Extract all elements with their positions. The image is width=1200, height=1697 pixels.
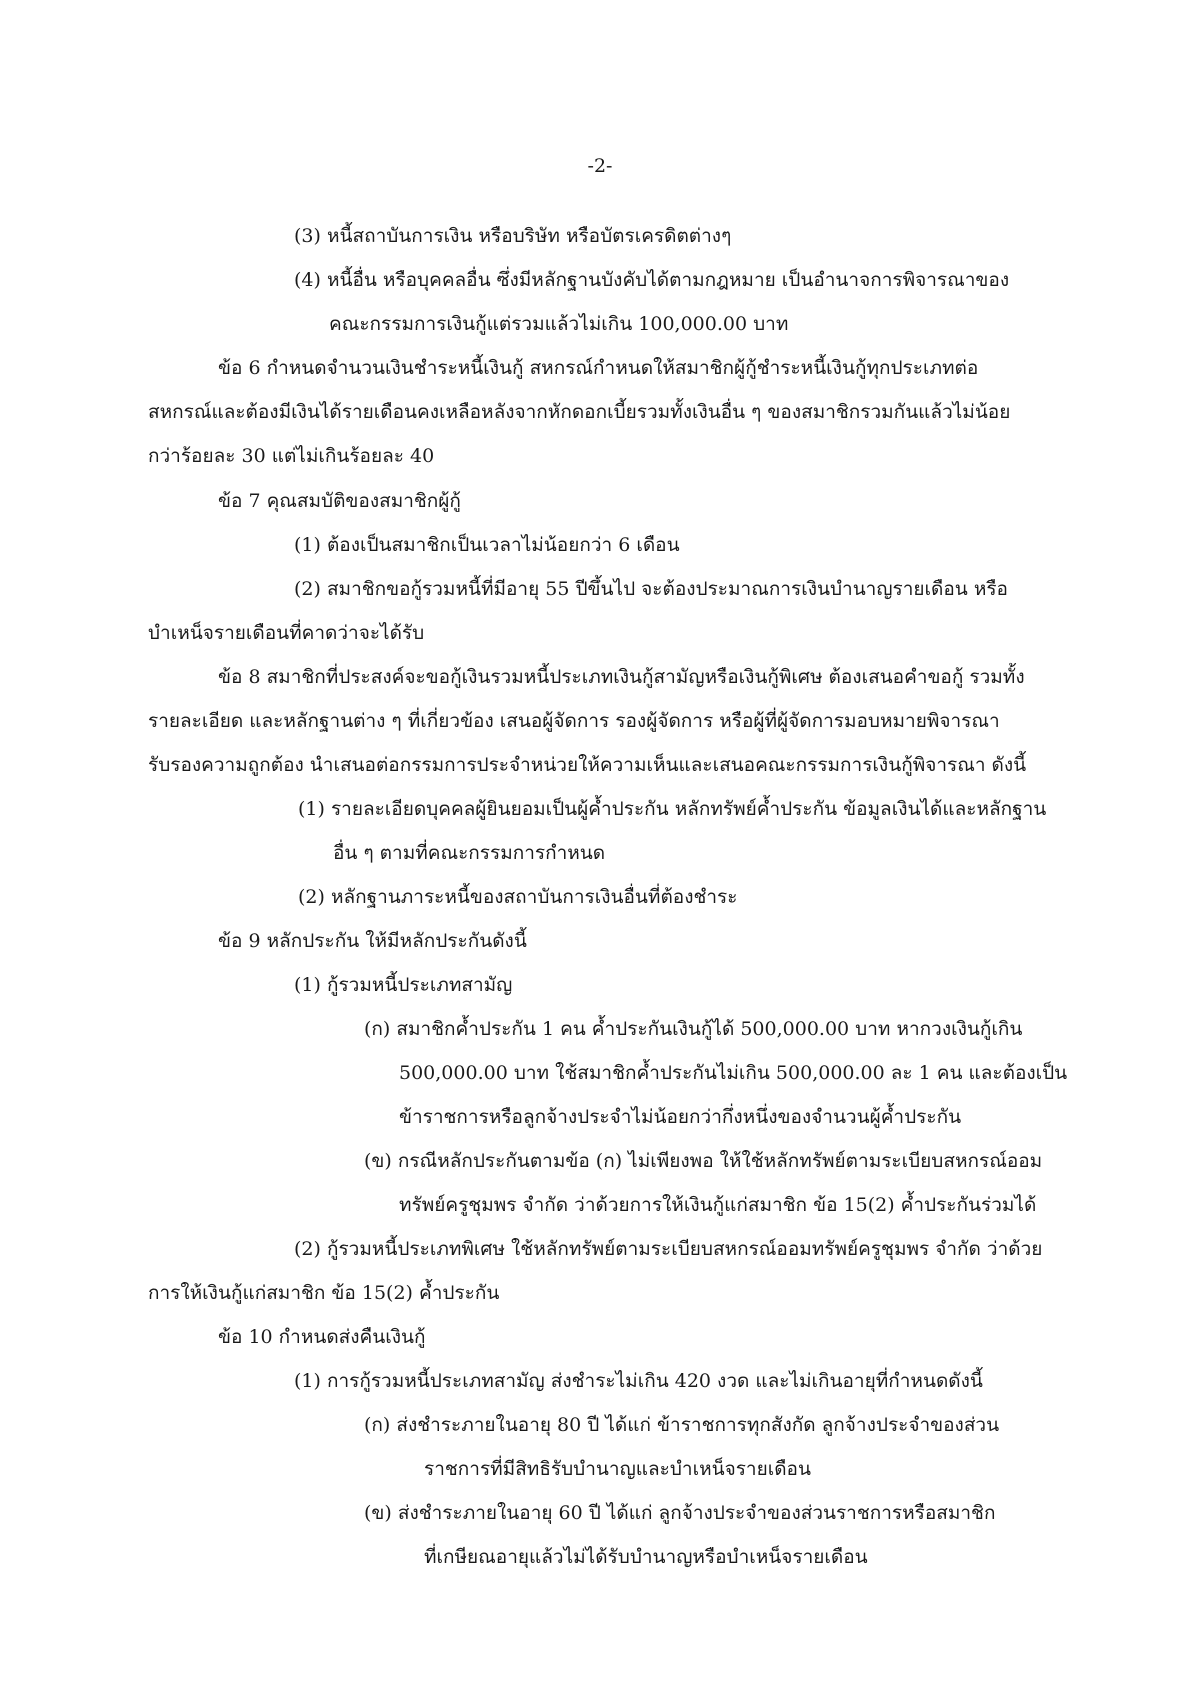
clause-10-heading: ข้อ 10 กำหนดส่งคืนเงินกู้ [218, 1326, 426, 1348]
clause-10-item-1-b: (ข) ส่งชำระภายในอายุ 60 ปี ได้แก่ ลูกจ้างประจำของส่วนราชการหรือสมาชิก [364, 1502, 996, 1524]
clause-9-item-1-a: (ก) สมาชิกค้ำประกัน 1 คน ค้ำประกันเงินกู้ได้ 500,000.00 บาท หากวงเงินกู้เกิน [364, 1018, 1023, 1040]
clause-6-text-3: กว่าร้อยละ 30 แต่ไม่เกินร้อยละ 40 [148, 445, 435, 467]
clause-7-heading: ข้อ 7 คุณสมบัติของสมาชิกผู้กู้ [218, 490, 461, 512]
clause-9-heading: ข้อ 9 หลักประกัน ให้มีหลักประกันดังนี้ [218, 930, 527, 952]
clause-10-item-1: (1) การกู้รวมหนี้ประเภทสามัญ ส่งชำระไม่เกิน 420 งวด และไม่เกินอายุที่กำหนดดังนี้ [294, 1370, 983, 1392]
item-4-other-debt: (4) หนี้อื่น หรือบุคคลอื่น ซึ่งมีหลักฐานบังคับได้ตามกฎหมาย เป็นอำนาจการพิจารณาของ [294, 269, 1010, 291]
clause-8-text-3: รับรองความถูกต้อง นำเสนอต่อกรรมการประจำหน่วยให้ความเห็นและเสนอคณะกรรมการเงินกู้พิจารณา ดังนี้ [148, 754, 1027, 776]
clause-7-item-1: (1) ต้องเป็นสมาชิกเป็นเวลาไม่น้อยกว่า 6 เดือน [294, 534, 680, 556]
clause-7-item-2-cont: บำเหน็จรายเดือนที่คาดว่าจะได้รับ [148, 622, 425, 644]
clause-8-item-2: (2) หลักฐานภาระหนี้ของสถาบันการเงินอื่นที่ต้องชำระ [298, 886, 738, 908]
clause-10-item-1-a-cont: ราชการที่มีสิทธิรับบำนาญและบำเหน็จรายเดือน [424, 1458, 811, 1480]
clause-9-item-1: (1) กู้รวมหนี้ประเภทสามัญ [294, 974, 513, 996]
clause-9-item-1-b: (ข) กรณีหลักประกันตามข้อ (ก) ไม่เพียงพอ ให้ใช้หลักทรัพย์ตามระเบียบสหกรณ์ออม [364, 1150, 1043, 1172]
item-3-debt-financial-institution: (3) หนี้สถาบันการเงิน หรือบริษัท หรือบัตรเครดิตต่างๆ [294, 225, 732, 247]
page-number: -2- [587, 155, 613, 177]
clause-6-heading: ข้อ 6 กำหนดจำนวนเงินชำระหนี้เงินกู้ สหกรณ์กำหนดให้สมาชิกผู้กู้ชำระหนี้เงินกู้ทุกประเภทต่อ [218, 357, 979, 379]
clause-8-item-1: (1) รายละเอียดบุคคลผู้ยินยอมเป็นผู้ค้ำประกัน หลักทรัพย์ค้ำประกัน ข้อมูลเงินได้และหลักฐาน [298, 798, 1047, 820]
clause-8-text-2: รายละเอียด และหลักฐานต่าง ๆ ที่เกี่ยวข้อง เสนอผู้จัดการ รองผู้จัดการ หรือผู้ที่ผู้จัดการมอบหมายพิจารณา [148, 710, 1000, 732]
clause-9-item-2-cont: การให้เงินกู้แก่สมาชิก ข้อ 15(2) ค้ำประกัน [148, 1282, 500, 1304]
clause-7-item-2: (2) สมาชิกขอกู้รวมหนี้ที่มีอายุ 55 ปีขึ้นไป จะต้องประมาณการเงินบำนาญรายเดือน หรือ [294, 578, 1008, 600]
clause-10-item-1-a: (ก) ส่งชำระภายในอายุ 80 ปี ได้แก่ ข้าราชการทุกสังกัด ลูกจ้างประจำของส่วน [364, 1414, 1000, 1436]
clause-10-item-1-b-cont: ที่เกษียณอายุแล้วไม่ได้รับบำนาญหรือบำเหน็จรายเดือน [424, 1546, 868, 1568]
clause-6-text-2: สหกรณ์และต้องมีเงินได้รายเดือนคงเหลือหลังจากหักดอกเบี้ยรวมทั้งเงินอื่น ๆ ของสมาชิกรวมกันแล้วไม่น้อย [148, 401, 1011, 423]
clause-9-item-2: (2) กู้รวมหนี้ประเภทพิเศษ ใช้หลักทรัพย์ตามระเบียบสหกรณ์ออมทรัพย์ครูชุมพร จำกัด ว่าด้วย [294, 1238, 1043, 1260]
clause-9-item-1-a-cont-1: 500,000.00 บาท ใช้สมาชิกค้ำประกันไม่เกิน 500,000.00 ละ 1 คน และต้องเป็น [399, 1062, 1068, 1084]
clause-9-item-1-a-cont-2: ข้าราชการหรือลูกจ้างประจำไม่น้อยกว่ากึ่งหนึ่งของจำนวนผู้ค้ำประกัน [399, 1106, 962, 1128]
clause-8-heading: ข้อ 8 สมาชิกที่ประสงค์จะขอกู้เงินรวมหนี้ประเภทเงินกู้สามัญหรือเงินกู้พิเศษ ต้องเสนอคำขอกู้ รวมทั้ง [218, 666, 1025, 688]
item-4-other-debt-cont: คณะกรรมการเงินกู้แต่รวมแล้วไม่เกิน 100,000.00 บาท [329, 313, 789, 335]
clause-9-item-1-b-cont: ทรัพย์ครูชุมพร จำกัด ว่าด้วยการให้เงินกู้แก่สมาชิก ข้อ 15(2) ค้ำประกันร่วมได้ [399, 1194, 1037, 1216]
clause-8-item-1-cont: อื่น ๆ ตามที่คณะกรรมการกำหนด [333, 842, 606, 864]
